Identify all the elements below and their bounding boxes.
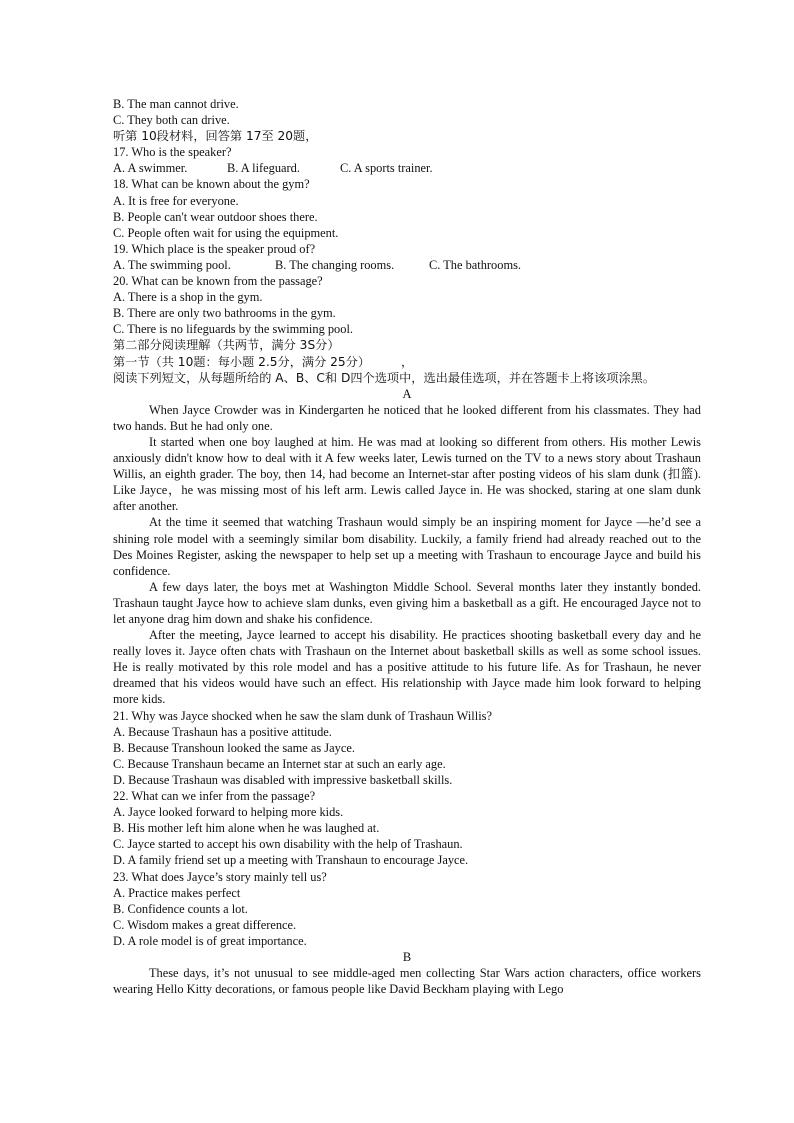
- option-row: [113, 257, 701, 273]
- question-stem: 19. Which place is the speaker proud of?: [113, 241, 316, 256]
- option-c: C. Jayce started to accept his own disability with the help of Trashaun.: [113, 837, 463, 852]
- option-b: B. The changing rooms.: [275, 257, 395, 272]
- question-stem: 18. What can be known about the gym?: [113, 177, 310, 192]
- section-heading: 听第 10段材料，回答第 17至 20题，: [113, 129, 318, 144]
- option-a: A. There is a shop in the gym.: [113, 290, 263, 305]
- passage-paragraph: When Jayce Crowder was in Kindergarten he noticed that he looked different from his classmates. They had two hands. But he had only one.: [113, 402, 701, 433]
- option-d: D. A family friend set up a meeting with Transhaun to encourage Jayce.: [113, 853, 469, 868]
- option-a: A. Practice makes perfect: [113, 885, 241, 900]
- option-a: A. It is free for everyone.: [113, 193, 239, 208]
- option-c: C. There is no lifeguards by the swimming pool.: [113, 322, 353, 337]
- option-c: C. Wisdom makes a great difference.: [113, 917, 297, 932]
- passage-paragraph: A few days later, the boys met at Washington Middle School. Several months later they instantly bonded. Trashaun taught Jayce how to achieve slam dunks, even giving him a basketball as a gift. He encouraged Jayce not to let anyone drag him down and shake his confidence.: [113, 579, 701, 626]
- option-row: [113, 160, 701, 176]
- part-heading: 第二部分阅读理解（共两节，满分 3S分）: [113, 338, 340, 353]
- passage-paragraph: At the time it seemed that watching Trashaun would simply be an inspiring moment for Jayce —he’d see a shining role model with a seemingly similar bom disability. Luckily, a family friend had already reached out to the Des Moines Register, asking the newspaper to help set up a meeting with Trashaun to encourage Jayce and build his confidence.: [113, 515, 701, 578]
- question-stem: 22. What can we infer from the passage?: [113, 789, 316, 804]
- option-c: C. Because Transhaun became an Internet star at such an early age.: [113, 756, 446, 771]
- option-b: B. There are only two bathrooms in the gym.: [113, 306, 336, 321]
- passage-paragraph: It started when one boy laughed at him. He was mad at looking so different from others. His mother Lewis anxiously didn't know how to deal with it A few weeks later, Lewis turned on the TV to a news story about Trashaun Willis, an eighth grader. The boy, then 14, had become an Internet-star after posting videos of his slam dunk (扣篮). Like Jayce，he was missing most of his left arm. Lewis called Jayce in. He was shocked, staring at one slam dunk after another.: [113, 434, 701, 514]
- option-a: A. Jayce looked forward to helping more kids.: [113, 805, 344, 820]
- option-c: C. The bathrooms.: [429, 257, 522, 272]
- option-a: A. Because Trashaun has a positive attitude.: [113, 724, 332, 739]
- option-a: A. The swimming pool.: [113, 257, 231, 272]
- passage-paragraph: These days, it’s not unusual to see middle-aged men collecting Star Wars action characters, office workers wearing Hello Kitty decorations, or famous people like David Beckham playing with Lego: [113, 966, 701, 997]
- option-b: B. People can't wear outdoor shoes there.: [113, 209, 318, 224]
- option-c: C. People often wait for using the equipment.: [113, 225, 339, 240]
- option-b: B. His mother left him alone when he was laughed at.: [113, 821, 380, 836]
- passage-label: B: [402, 949, 412, 964]
- passage-label: A: [402, 386, 412, 401]
- question-stem: 23. What does Jayce’s story mainly tell us?: [113, 869, 327, 884]
- passage-paragraph: After the meeting, Jayce learned to accept his disability. He practices shooting basketball every day and he really loves it. Jayce often chats with Trashaun on the Internet about basketball skills as well as some school issues. He is really motivated by this role model and has a positive attitude to his future life. As for Trashaun, he never dreamed that his videos would have such an effect. His relationship with Jayce made him look forward to helping more kids.: [113, 628, 701, 707]
- question-stem: 20. What can be known from the passage?: [113, 274, 323, 289]
- option-d: D. Because Trashaun was disabled with impressive basketball skills.: [113, 772, 453, 787]
- exam-page: [113, 96, 701, 997]
- option-line: C. They both can drive.: [113, 113, 230, 128]
- option-b: B. Confidence counts a lot.: [113, 901, 248, 916]
- section-heading: 第一节（共 10题：每小题 2.5分，满分 25分） ，: [113, 354, 414, 369]
- option-line: B. The man cannot drive.: [113, 97, 239, 111]
- option-c: C. A sports trainer.: [340, 161, 433, 176]
- option-b: B. Because Transhoun looked the same as Jayce.: [113, 740, 355, 755]
- option-b: B. A lifeguard.: [227, 161, 300, 176]
- instructions: 阅读下列短文，从每题所给的 A、B、C和 D四个选项中，选出最佳选项，并在答题卡上将该项涂黑。: [113, 370, 656, 385]
- question-stem: 21. Why was Jayce shocked when he saw the slam dunk of Trashaun Willis?: [113, 708, 492, 723]
- question-stem: 17. Who is the speaker?: [113, 145, 232, 160]
- option-d: D. A role model is of great importance.: [113, 933, 307, 948]
- option-a: A. A swimmer.: [113, 161, 188, 176]
